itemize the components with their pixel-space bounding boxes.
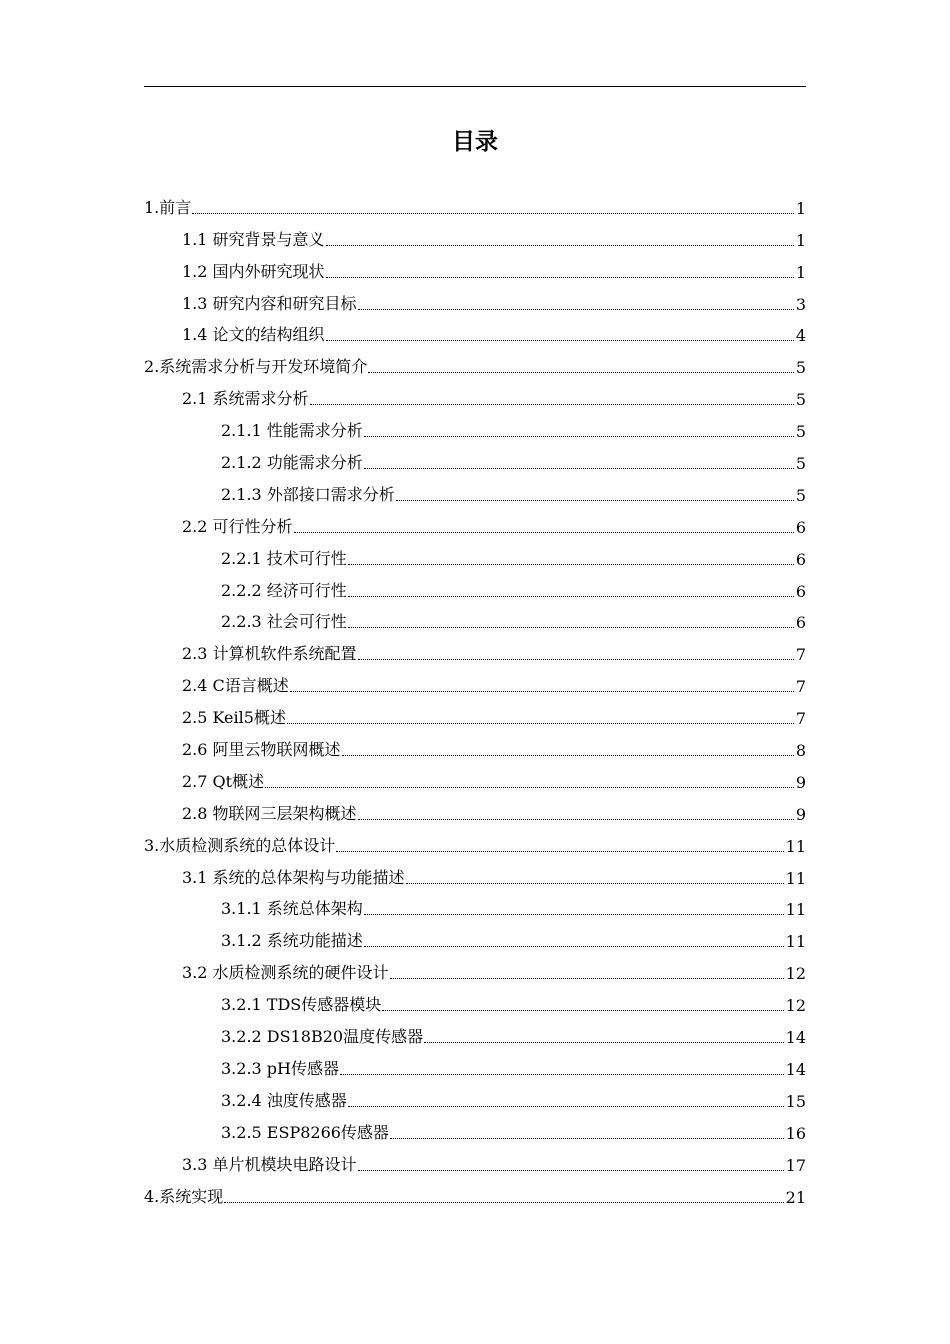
toc-entry[interactable] xyxy=(144,829,806,861)
toc-entry-page: 17 xyxy=(785,1155,806,1175)
toc-entry-label: 2.1.3 外部接口需求分析 xyxy=(221,484,395,504)
toc-entry[interactable] xyxy=(144,1116,806,1148)
toc-entry-page: 11 xyxy=(785,836,806,856)
toc-entry-page: 1 xyxy=(795,198,806,218)
toc-entry-label: 2.3 计算机软件系统配置 xyxy=(182,644,357,664)
toc-entry-page: 12 xyxy=(785,964,806,984)
toc-entry-page: 6 xyxy=(795,517,806,537)
header-rule xyxy=(144,86,806,87)
toc-entry-label: 3.2 水质检测系统的硬件设计 xyxy=(182,963,389,983)
toc-entry[interactable] xyxy=(144,1020,806,1052)
toc-dot-leader xyxy=(364,914,784,915)
toc-entry-page: 21 xyxy=(785,1187,806,1207)
toc-dot-leader xyxy=(406,883,784,884)
toc-entry-page: 9 xyxy=(795,804,806,824)
toc-entry[interactable] xyxy=(144,542,806,574)
toc-dot-leader xyxy=(287,723,794,724)
toc-entry-label: 2.1.1 性能需求分析 xyxy=(221,421,363,441)
toc-entry[interactable] xyxy=(144,669,806,701)
toc-entry[interactable] xyxy=(144,414,806,446)
toc-entry-page: 5 xyxy=(795,454,806,474)
toc-entry-page: 7 xyxy=(795,677,806,697)
toc-dot-leader xyxy=(358,1170,784,1171)
toc-dot-leader xyxy=(290,691,794,692)
toc-entry-label: 2.7 Qt概述 xyxy=(182,771,265,791)
toc-entry-page: 11 xyxy=(785,900,806,920)
toc-entry-page: 15 xyxy=(785,1091,806,1111)
toc-entry[interactable] xyxy=(144,1052,806,1084)
toc-dot-leader xyxy=(364,468,794,469)
toc-entry-page: 1 xyxy=(795,230,806,250)
toc-entry-label: 3.1 系统的总体架构与功能描述 xyxy=(182,867,405,887)
toc-dot-leader xyxy=(348,1106,784,1107)
toc-dot-leader xyxy=(364,436,794,437)
table-of-contents xyxy=(144,191,806,1212)
toc-entry[interactable] xyxy=(144,733,806,765)
toc-entry-label: 1.前言 xyxy=(144,197,192,217)
toc-entry-page: 12 xyxy=(785,996,806,1016)
toc-entry[interactable] xyxy=(144,893,806,925)
toc-entry-label: 1.4 论文的结构组织 xyxy=(182,325,325,345)
toc-entry[interactable] xyxy=(144,510,806,542)
toc-entry[interactable] xyxy=(144,191,806,223)
toc-entry[interactable] xyxy=(144,701,806,733)
toc-dot-leader xyxy=(326,340,794,341)
toc-entry-page: 14 xyxy=(785,1059,806,1079)
toc-entry[interactable] xyxy=(144,1148,806,1180)
toc-entry-label: 3.2.1 TDS传感器模块 xyxy=(221,995,382,1015)
toc-entry[interactable] xyxy=(144,574,806,606)
toc-dot-leader xyxy=(340,1074,784,1075)
toc-dot-leader xyxy=(396,500,794,501)
toc-title: 目录 xyxy=(452,129,498,155)
toc-entry-label: 4.系统实现 xyxy=(144,1186,224,1206)
toc-entry-page: 14 xyxy=(785,1028,806,1048)
toc-entry-page: 7 xyxy=(795,645,806,665)
toc-entry[interactable] xyxy=(144,765,806,797)
toc-entry-page: 11 xyxy=(785,868,806,888)
toc-dot-leader xyxy=(368,372,794,373)
toc-entry-page: 4 xyxy=(795,326,806,346)
toc-entry[interactable] xyxy=(144,446,806,478)
toc-entry-page: 5 xyxy=(795,358,806,378)
toc-dot-leader xyxy=(358,819,794,820)
toc-entry-label: 3.2.5 ESP8266传感器 xyxy=(221,1122,389,1142)
toc-entry-label: 3.2.4 浊度传感器 xyxy=(221,1090,347,1110)
toc-entry[interactable] xyxy=(144,924,806,956)
toc-entry-label: 2.2.3 社会可行性 xyxy=(221,612,347,632)
toc-dot-leader xyxy=(348,596,794,597)
toc-dot-leader xyxy=(390,978,784,979)
toc-entry[interactable] xyxy=(144,1180,806,1212)
toc-dot-leader xyxy=(342,755,794,756)
toc-entry[interactable] xyxy=(144,1084,806,1116)
toc-entry-label: 2.2 可行性分析 xyxy=(182,516,293,536)
toc-entry-label: 2.4 C语言概述 xyxy=(182,676,289,696)
toc-dot-leader xyxy=(424,1042,784,1043)
toc-dot-leader xyxy=(192,213,794,214)
toc-entry-label: 1.1 研究背景与意义 xyxy=(182,229,325,249)
toc-entry[interactable] xyxy=(144,350,806,382)
toc-entry-label: 3.2.2 DS18B20温度传感器 xyxy=(221,1027,424,1047)
toc-entry[interactable] xyxy=(144,223,806,255)
toc-entry-page: 5 xyxy=(795,422,806,442)
toc-entry-label: 2.1 系统需求分析 xyxy=(182,389,309,409)
toc-dot-leader xyxy=(336,851,783,852)
toc-dot-leader xyxy=(326,245,794,246)
toc-entry-label: 3.3 单片机模块电路设计 xyxy=(182,1154,357,1174)
toc-entry-label: 3.2.3 pH传感器 xyxy=(221,1058,339,1078)
toc-entry-label: 2.2.1 技术可行性 xyxy=(221,548,347,568)
toc-entry-label: 3.1.2 系统功能描述 xyxy=(221,931,363,951)
toc-entry-label: 2.8 物联网三层架构概述 xyxy=(182,803,357,823)
toc-dot-leader xyxy=(310,404,794,405)
toc-dot-leader xyxy=(326,277,794,278)
toc-entry-page: 6 xyxy=(795,613,806,633)
toc-entry-page: 5 xyxy=(795,390,806,410)
toc-entry-label: 3.水质检测系统的总体设计 xyxy=(144,835,336,855)
toc-entry[interactable] xyxy=(144,956,806,988)
toc-entry[interactable] xyxy=(144,478,806,510)
toc-entry[interactable] xyxy=(144,606,806,638)
toc-entry-label: 1.3 研究内容和研究目标 xyxy=(182,293,357,313)
toc-entry-page: 6 xyxy=(795,581,806,601)
toc-dot-leader xyxy=(348,627,794,628)
toc-dot-leader xyxy=(348,564,794,565)
toc-entry-label: 2.6 阿里云物联网概述 xyxy=(182,740,341,760)
toc-entry-label: 2.1.2 功能需求分析 xyxy=(221,453,363,473)
toc-entry-page: 7 xyxy=(795,709,806,729)
toc-dot-leader xyxy=(294,532,794,533)
toc-dot-leader xyxy=(390,1138,784,1139)
toc-entry-page: 8 xyxy=(795,741,806,761)
toc-entry-page: 5 xyxy=(795,485,806,505)
toc-dot-leader xyxy=(265,787,794,788)
toc-entry-page: 3 xyxy=(795,294,806,314)
toc-dot-leader xyxy=(358,659,794,660)
toc-entry-label: 2.2.2 经济可行性 xyxy=(221,580,347,600)
toc-entry-page: 1 xyxy=(795,262,806,282)
toc-entry-page: 16 xyxy=(785,1123,806,1143)
toc-dot-leader xyxy=(364,946,784,947)
toc-entry[interactable] xyxy=(144,797,806,829)
toc-entry[interactable] xyxy=(144,861,806,893)
toc-entry-page: 11 xyxy=(785,932,806,952)
toc-entry[interactable] xyxy=(144,637,806,669)
toc-entry[interactable] xyxy=(144,382,806,414)
toc-entry-label: 2.系统需求分析与开发环境简介 xyxy=(144,357,368,377)
toc-entry-label: 2.5 Keil5概述 xyxy=(182,708,286,728)
toc-dot-leader xyxy=(224,1202,783,1203)
toc-dot-leader xyxy=(382,1010,783,1011)
toc-entry-label: 1.2 国内外研究现状 xyxy=(182,261,325,281)
toc-entry-label: 3.1.1 系统总体架构 xyxy=(221,899,363,919)
toc-entry[interactable] xyxy=(144,255,806,287)
toc-entry[interactable] xyxy=(144,287,806,319)
toc-entry[interactable] xyxy=(144,319,806,351)
toc-dot-leader xyxy=(358,309,794,310)
toc-entry[interactable] xyxy=(144,988,806,1020)
toc-entry-page: 9 xyxy=(795,772,806,792)
toc-entry-page: 6 xyxy=(795,549,806,569)
